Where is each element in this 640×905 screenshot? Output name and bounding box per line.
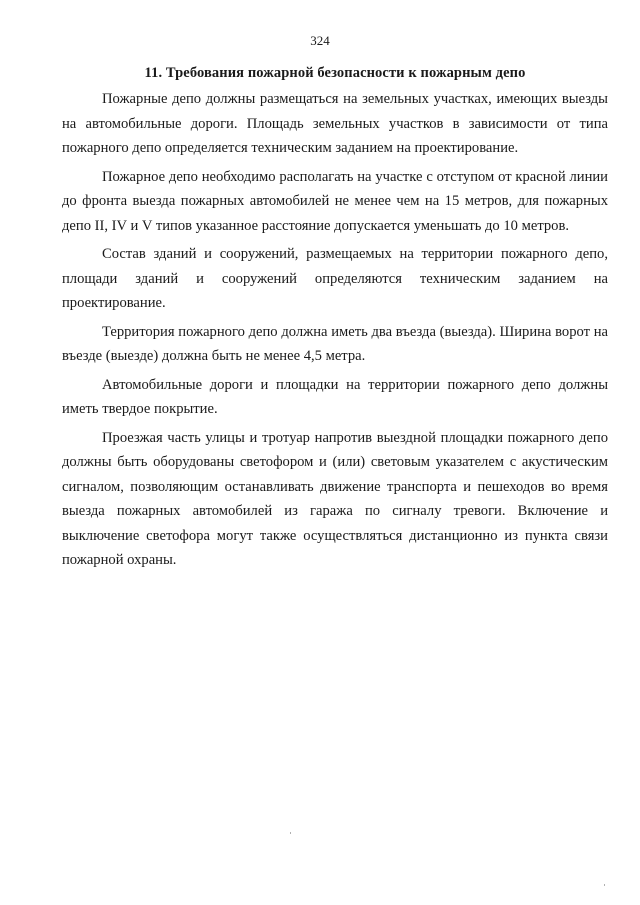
paragraph-5: Автомобильные дороги и площадки на территории пожарного депо должны иметь твердое покрытие.	[62, 376, 608, 417]
paragraph-1: Пожарные депо должны размещаться на земельных участках, имеющих выезды на автомобильные дороги. Площадь земельных участков в зависимости от типа пожарного депо определяется техническим заданием на проектирование.	[62, 91, 608, 156]
paragraph-3: Состав зданий и сооружений, размещаемых на территории пожарного депо, площади зданий и сооружений определяются техническим заданием на проектирование.	[62, 246, 608, 311]
page-number: 324	[310, 33, 330, 48]
paragraph-2: Пожарное депо необходимо располагать на участке с отступом от красной линии до фронта выезда пожарных автомобилей не менее чем на 15 метров, для пожарных депо II, IV и V типов указанное расстояние допускается уменьшать до 10 метров.	[62, 168, 608, 234]
paragraph-6: Проезжая часть улицы и тротуар напротив выездной площадки пожарного депо должны быть оборудованы светофором и (или) световым указателем с акустическим сигналом, позволяющим останавливать движение транспорта и пешеходов во время выезда пожарных автомобилей из гаража по сигналу тревоги. Включение и выключение светофора могут также осуществляться дистанционно из пункта связи пожарной охраны.	[62, 429, 608, 568]
paragraph-4: Территория пожарного депо должна иметь два въезда (выезда). Ширина ворот на въезде (выезде) должна быть не менее 4,5 метра.	[62, 323, 608, 364]
section-title: 11. Требования пожарной безопасности к пожарным депо	[144, 65, 526, 81]
document-body	[62, 87, 608, 577]
scan-speck	[290, 832, 291, 834]
scan-speck	[604, 884, 605, 886]
